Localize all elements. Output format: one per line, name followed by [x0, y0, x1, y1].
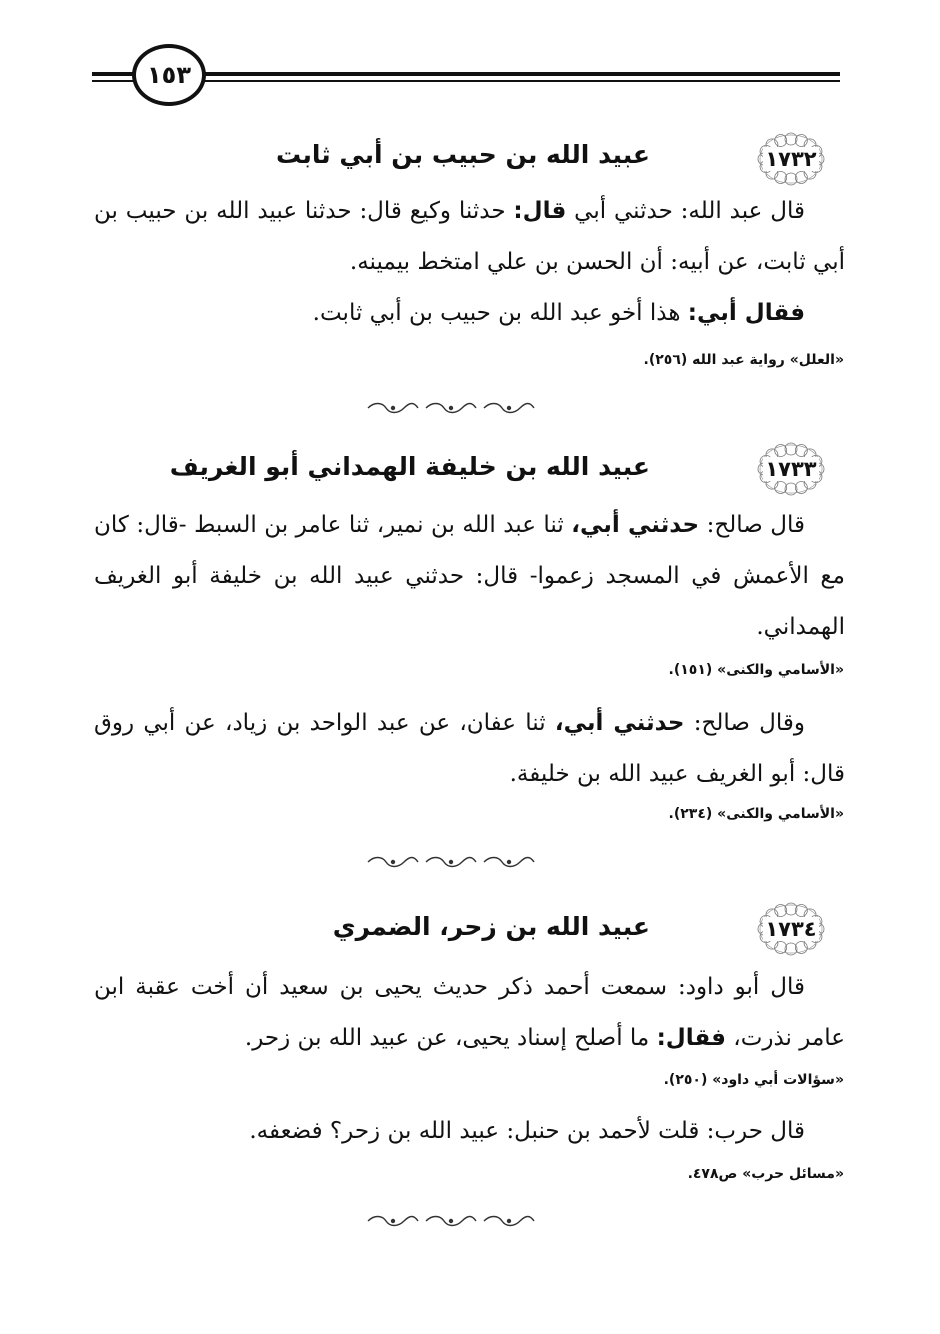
source-citation: «سؤالات أبي داود» (٢٥٠).	[663, 1072, 844, 1088]
entry-title: عبيد الله بن خليفة الهمداني أبو الغريف	[169, 452, 650, 481]
text-segment: قال أبو داود: سمعت أحمد ذكر حديث يحيى بن سعيد أن أخت عقبة ابن عامر نذرت،	[94, 974, 845, 1051]
entry-number: ١٧٣٣	[765, 457, 817, 481]
bold-phrase: فقال أبي:	[687, 300, 805, 326]
entry-number-badge	[752, 440, 830, 498]
entry-number: ١٧٣٤	[765, 917, 817, 941]
text-segment: ثنا عبد الله بن نمير، ثنا عامر بن السبط -قال: كان مع الأعمش في المسجد زعموا- قال: حدثني عبيد الله بن خليفة أبو الغريف الهمداني.	[94, 512, 845, 640]
entry-paragraph	[94, 962, 845, 1064]
entry-number: ١٧٣٢	[765, 147, 817, 171]
text-segment: وقال صالح:	[684, 710, 805, 736]
entry-paragraph	[94, 186, 845, 288]
text-segment: قال عبد الله: حدثني أبي	[566, 198, 805, 224]
entry-title: عبيد الله بن زحر، الضمري	[332, 912, 650, 941]
entry-number-badge	[752, 900, 830, 958]
ornamental-divider	[360, 401, 540, 415]
text-segment: هذا أخو عبد الله بن حبيب بن أبي ثابت.	[312, 300, 688, 326]
header-rule-left-thin	[92, 80, 136, 82]
entry-number-badge	[752, 130, 830, 188]
entry-paragraph	[94, 500, 845, 653]
bold-phrase: قال:	[513, 198, 567, 224]
source-citation: «العلل» رواية عبد الله (٢٥٦).	[643, 352, 844, 368]
entry-paragraph	[94, 288, 845, 339]
header-rule-right	[202, 72, 840, 76]
text-segment: قال صالح:	[699, 512, 805, 538]
source-citation: «مسائل حرب» ص٤٧٨.	[687, 1166, 844, 1182]
text-segment: قال حرب: قلت لأحمد بن حنبل: عبيد الله بن زحر؟ فضعفه.	[249, 1118, 805, 1144]
bold-phrase: فقال:	[656, 1025, 726, 1051]
page-number: ١٥٣	[132, 44, 206, 106]
bold-phrase: حدثني أبي،	[554, 710, 685, 736]
text-segment: ما أصلح إسناد يحيى، عن عبيد الله بن زحر.	[244, 1025, 657, 1051]
header-rule-left	[92, 72, 136, 76]
text-segment: ثنا عفان، عن عبد الواحد بن زياد، عن أبي روق قال: أبو الغريف عبيد الله بن خليفة.	[94, 710, 845, 787]
bold-phrase: حدثني أبي،	[571, 512, 700, 538]
source-citation: «الأسامي والكنى» (١٥١).	[668, 662, 844, 678]
entry-paragraph	[94, 698, 845, 800]
entry-paragraph	[94, 1106, 845, 1157]
source-citation: «الأسامي والكنى» (٢٣٤).	[668, 806, 844, 822]
header-rule-right-thin	[202, 80, 840, 82]
text-segment: حدثنا وكيع قال: حدثنا عبيد الله بن حبيب بن أبي ثابت، عن أبيه: أن الحسن بن علي امتخط بيمينه.	[94, 198, 845, 275]
ornamental-divider	[360, 1214, 540, 1228]
ornamental-divider	[360, 855, 540, 869]
entry-title: عبيد الله بن حبيب بن أبي ثابت	[275, 140, 650, 169]
